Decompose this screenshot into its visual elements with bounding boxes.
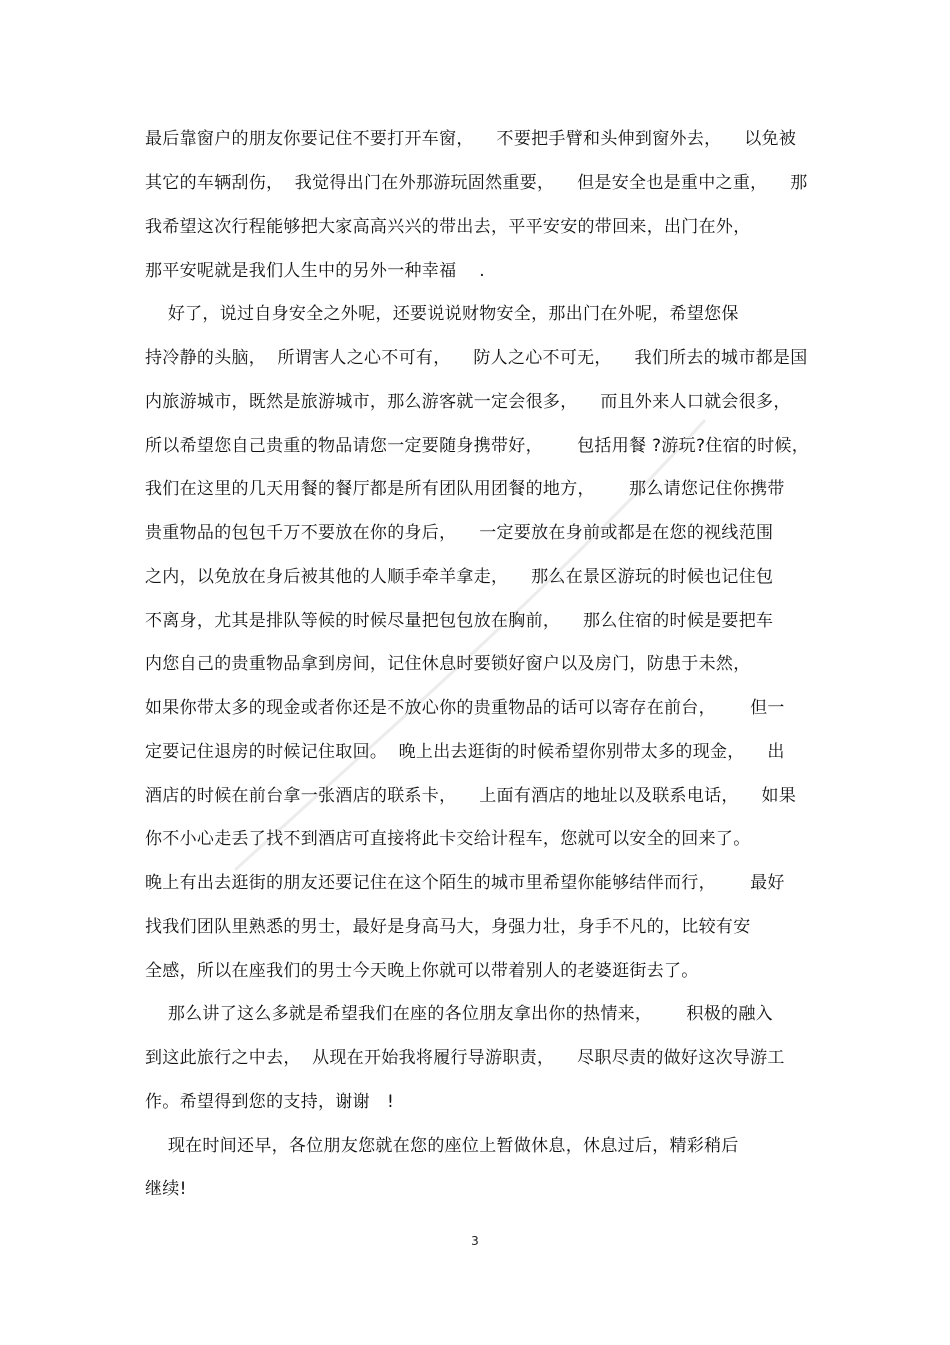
text-line: 找我们团队里熟悉的男士，最好是身高马大，身强力壮，身手不凡的，比较有安 <box>145 917 751 937</box>
text-line: 不离身，尤其是排队等候的时候尽量把包包放在胸前， 那么住宿的时候是要把车 <box>145 611 774 631</box>
text-line: 如果你带太多的现金或者你还是不放心你的贵重物品的话可以寄存在前台， 但一 <box>145 698 785 718</box>
text-line: 内旅游城市，既然是旅游城市，那么游客就一定会很多， 而且外来人口就会很多， <box>145 392 791 412</box>
text-line: 所以希望您自己贵重的物品请您一定要随身携带好， 包括用餐 ?游玩?住宿的时候， <box>145 436 810 456</box>
text-line: 贵重物品的包包千万不要放在你的身后， 一定要放在身前或都是在您的视线范围 <box>145 523 774 543</box>
text-line: 持冷静的头脑， 所谓害人之心不可有， 防人之心不可无， 我们所去的城市都是国 <box>145 348 808 368</box>
text-line: 晚上有出去逛街的朋友还要记住在这个陌生的城市里希望你能够结伴而行， 最好 <box>145 873 785 893</box>
text-line: 我们在这里的几天用餐的餐厅都是所有团队用团餐的地方， 那么请您记住你携带 <box>145 479 785 499</box>
text-line: 好了，说过自身安全之外呢，还要说说财物安全，那出门在外呢，希望您保 <box>145 304 739 324</box>
text-line: 酒店的时候在前台拿一张酒店的联系卡， 上面有酒店的地址以及联系电话， 如果 <box>145 786 797 806</box>
text-line: 到这此旅行之中去， 从现在开始我将履行导游职责， 尽职尽责的做好这次导游工 <box>145 1048 785 1068</box>
text-line: 其它的车辆刮伤， 我觉得出门在外那游玩固然重要， 但是安全也是重中之重， 那 <box>145 173 808 193</box>
text-line: 继续! <box>145 1179 187 1199</box>
text-line: 全感，所以在座我们的男士今天晚上你就可以带着别人的老婆逛街去了。 <box>145 961 699 981</box>
text-line: 你不小心走丢了找不到酒店可直接将此卡交给计程车，您就可以安全的回来了。 <box>145 829 751 849</box>
text-line: 内您自己的贵重物品拿到房间，记住休息时要锁好窗户以及房门，防患于未然， <box>145 654 751 674</box>
text-line: 那么讲了这么多就是希望我们在座的各位朋友拿出你的热情来， 积极的融入 <box>145 1004 773 1024</box>
text-line: 那平安呢就是我们人生中的另外一种幸福 . <box>145 261 485 281</box>
text-line: 我希望这次行程能够把大家高高兴兴的带出去，平平安安的带回来，出门在外， <box>145 217 751 237</box>
page-number: 3 <box>471 1234 479 1248</box>
text-line: 之内，以免放在身后被其他的人顺手牵羊拿走， 那么在景区游玩的时候也记住包 <box>145 567 774 587</box>
text-line: 最后靠窗户的朋友你要记住不要打开车窗， 不要把手臂和头伸到窗外去， 以免被 <box>145 129 797 149</box>
text-line: 作。希望得到您的支持，谢谢 ! <box>145 1092 395 1112</box>
text-line: 定要记住退房的时候记住取回。 晚上出去逛街的时候希望你别带太多的现金， 出 <box>145 742 785 762</box>
text-line: 现在时间还早，各位朋友您就在您的座位上暂做休息，休息过后，精彩稍后 <box>145 1136 739 1156</box>
